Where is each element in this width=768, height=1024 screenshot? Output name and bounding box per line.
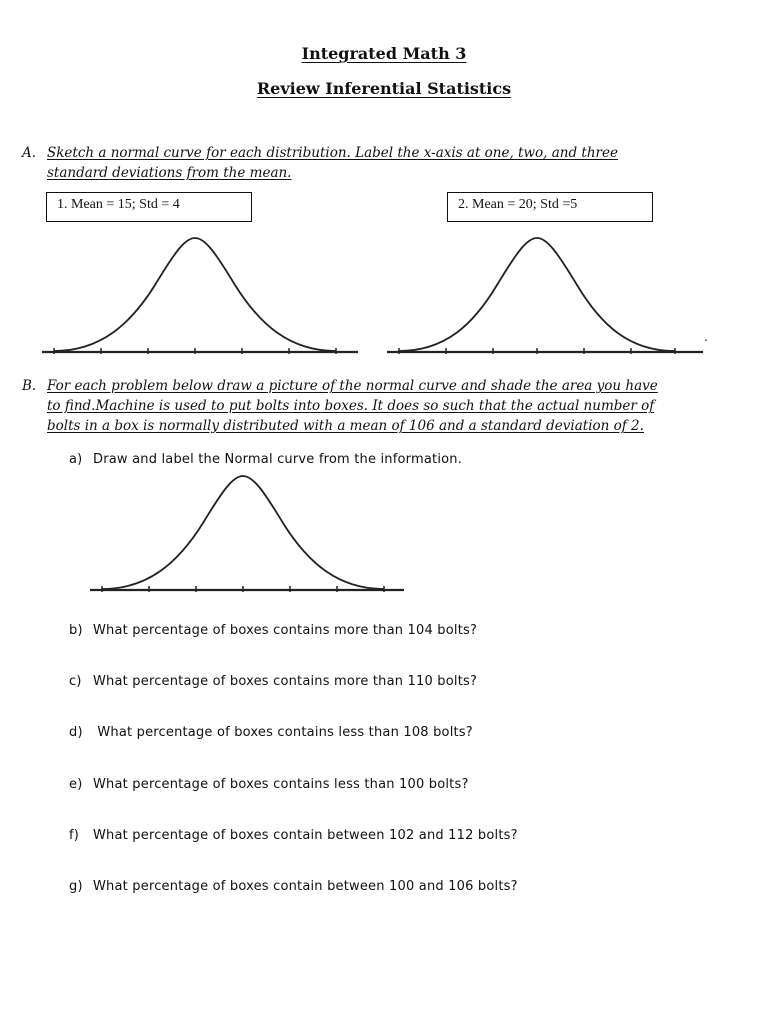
question-text: What percentage of boxes contains less than 108 bolts? <box>93 725 473 740</box>
question-g <box>69 879 518 894</box>
question-text: Draw and label the Normal curve from the information. <box>93 452 463 467</box>
question-text: What percentage of boxes contain between 102 and 112 bolts? <box>93 828 518 843</box>
section-b-instruction-line1: For each problem below draw a picture of the normal curve and shade the area you have <box>47 378 658 394</box>
bell-curve <box>54 238 336 351</box>
worksheet-subtitle: Review Inferential Statistics <box>256 79 512 98</box>
section-b-instruction-line3: bolts in a box is normally distributed with a mean of 106 and a standard deviation of 2. <box>47 418 644 434</box>
distribution-box-2: 2. Mean = 20; Std =5 <box>447 192 653 222</box>
worksheet-title: Integrated Math 3 <box>301 44 467 63</box>
section-a-marker: A. <box>22 145 37 161</box>
question-text: What percentage of boxes contain between 100 and 106 bolts? <box>93 879 518 894</box>
question-b <box>69 623 477 638</box>
distribution-box-1: 1. Mean = 15; Std = 4 <box>46 192 252 222</box>
section-a-instruction-line1: Sketch a normal curve for each distribution. Label the x-axis at one, two, and three <box>47 145 618 161</box>
question-a <box>69 452 462 467</box>
question-text: What percentage of boxes contains more than 110 bolts? <box>93 674 478 689</box>
question-label: g) <box>69 879 83 894</box>
question-label: e) <box>69 777 83 792</box>
section-b-instruction-line2: to find.Machine is used to put bolts into boxes. It does so such that the actual number of <box>47 398 655 414</box>
question-c <box>69 674 477 689</box>
bell-curve <box>399 238 675 351</box>
question-label: a) <box>69 452 83 467</box>
question-label: b) <box>69 623 83 638</box>
question-label: f) <box>69 828 80 843</box>
normal-curve-1 <box>40 230 360 360</box>
question-label: d) <box>69 725 83 740</box>
question-label: c) <box>69 674 82 689</box>
normal-curve-2 <box>385 230 705 360</box>
bell-curve <box>102 476 384 589</box>
section-b-marker: B. <box>22 378 37 394</box>
question-f <box>69 828 518 843</box>
section-a-instruction-line2: standard deviations from the mean. <box>47 165 292 181</box>
normal-curve-3 <box>88 468 408 598</box>
stray-dot: . <box>704 330 708 344</box>
question-text: What percentage of boxes contains less than 100 bolts? <box>93 777 469 792</box>
question-d <box>69 725 473 740</box>
question-text: What percentage of boxes contains more than 104 bolts? <box>93 623 478 638</box>
question-e <box>69 777 469 792</box>
